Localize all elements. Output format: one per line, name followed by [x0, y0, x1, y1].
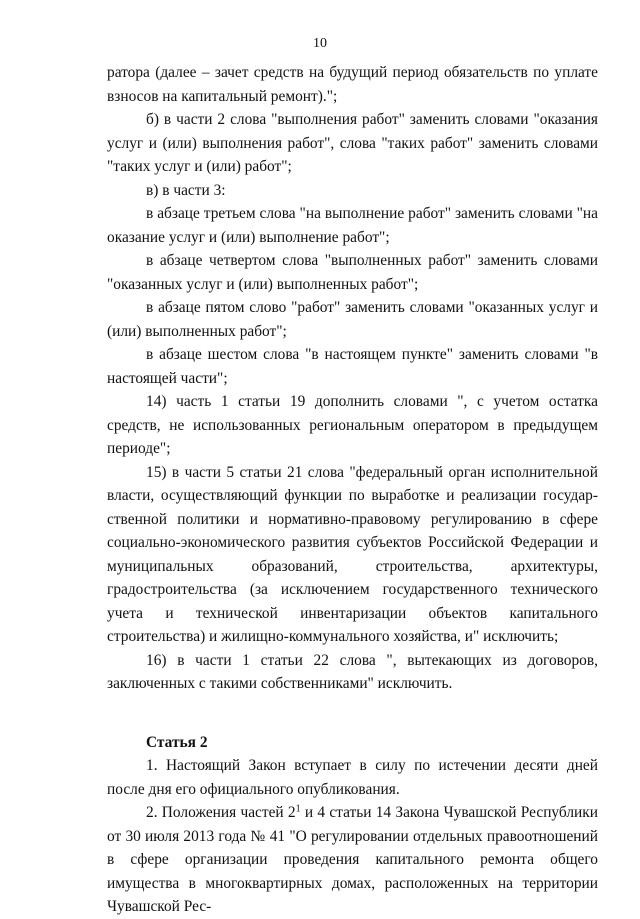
page-number: 10	[313, 36, 327, 51]
article2-paragraph-1: 1. Настоящий Закон вступает в силу по истечении десяти дней после дня его официального опубликования.	[107, 757, 598, 798]
paragraph: 14) часть 1 статьи 19 дополнить словами ", с учетом остатка средств, не использованных региональным оператором в предыдущем периоде";	[107, 393, 598, 457]
paragraph: 16) в части 1 статьи 22 слова ", вытекающих из договоров, заключенных с такими собственниками" исключить.	[107, 651, 598, 692]
document-body	[107, 61, 598, 919]
amendments-list	[107, 61, 598, 696]
article-heading: Статья 2	[146, 733, 208, 751]
superscript-index: 1	[295, 803, 301, 815]
paragraph: в абзаце четвертом слова "выполненных работ" заменить словами "оказанных услуг и (или) выполненных работ";	[107, 252, 598, 293]
article2-paragraph-2	[107, 801, 598, 919]
paragraph: ратора (далее – зачет средств на будущий период обязательств по уплате взносов на капитальный ремонт).";	[107, 64, 598, 105]
article2-p2-rest: и 4 статьи 14 Закона Чувашской Республики от 30 июля 2013 года № 41 "О регулировании отдельных правоотношений в сфере организации проведения капитального ремонта общего имущества в многоквартирных домах, расположенных на территории Чувашской Рес-	[107, 804, 599, 915]
article2-p2-start: 2. Положения частей 2	[146, 804, 296, 821]
paragraph: в абзаце пятом слово "работ" заменить словами "оказанных услуг и (или) выполненных работ";	[107, 299, 598, 340]
paragraph: в абзаце шестом слова "в настоящем пункте" заменить словами "в настоящей части";	[107, 346, 598, 387]
paragraph: в абзаце третьем слова "на выполнение работ" заменить словами "на оказание услуг и (или) выполнение работ";	[107, 205, 598, 246]
paragraph: 15) в части 5 статьи 21 слова "федеральный орган исполнительной власти, осуществляющий функции по выработке и реализации государственной политики и нормативно-правовому регулированию в сфере социально-экономического развития субъектов Российской Федерации и муниципальных образований, строительства, архитектуры, градостроительства (за исключением государственного технического учета и технической инвентаризации объектов капитального строительства) и жилищно-коммунального хозяйства, и" исключить;	[107, 463, 598, 645]
paragraph: б) в части 2 слова "выполнения работ" заменить словами "оказания услуг и (или) выполнения работ", слова "таких работ" заменить словами "таких услуг и (или) работ";	[107, 111, 598, 175]
paragraph: в) в части 3:	[146, 181, 226, 199]
